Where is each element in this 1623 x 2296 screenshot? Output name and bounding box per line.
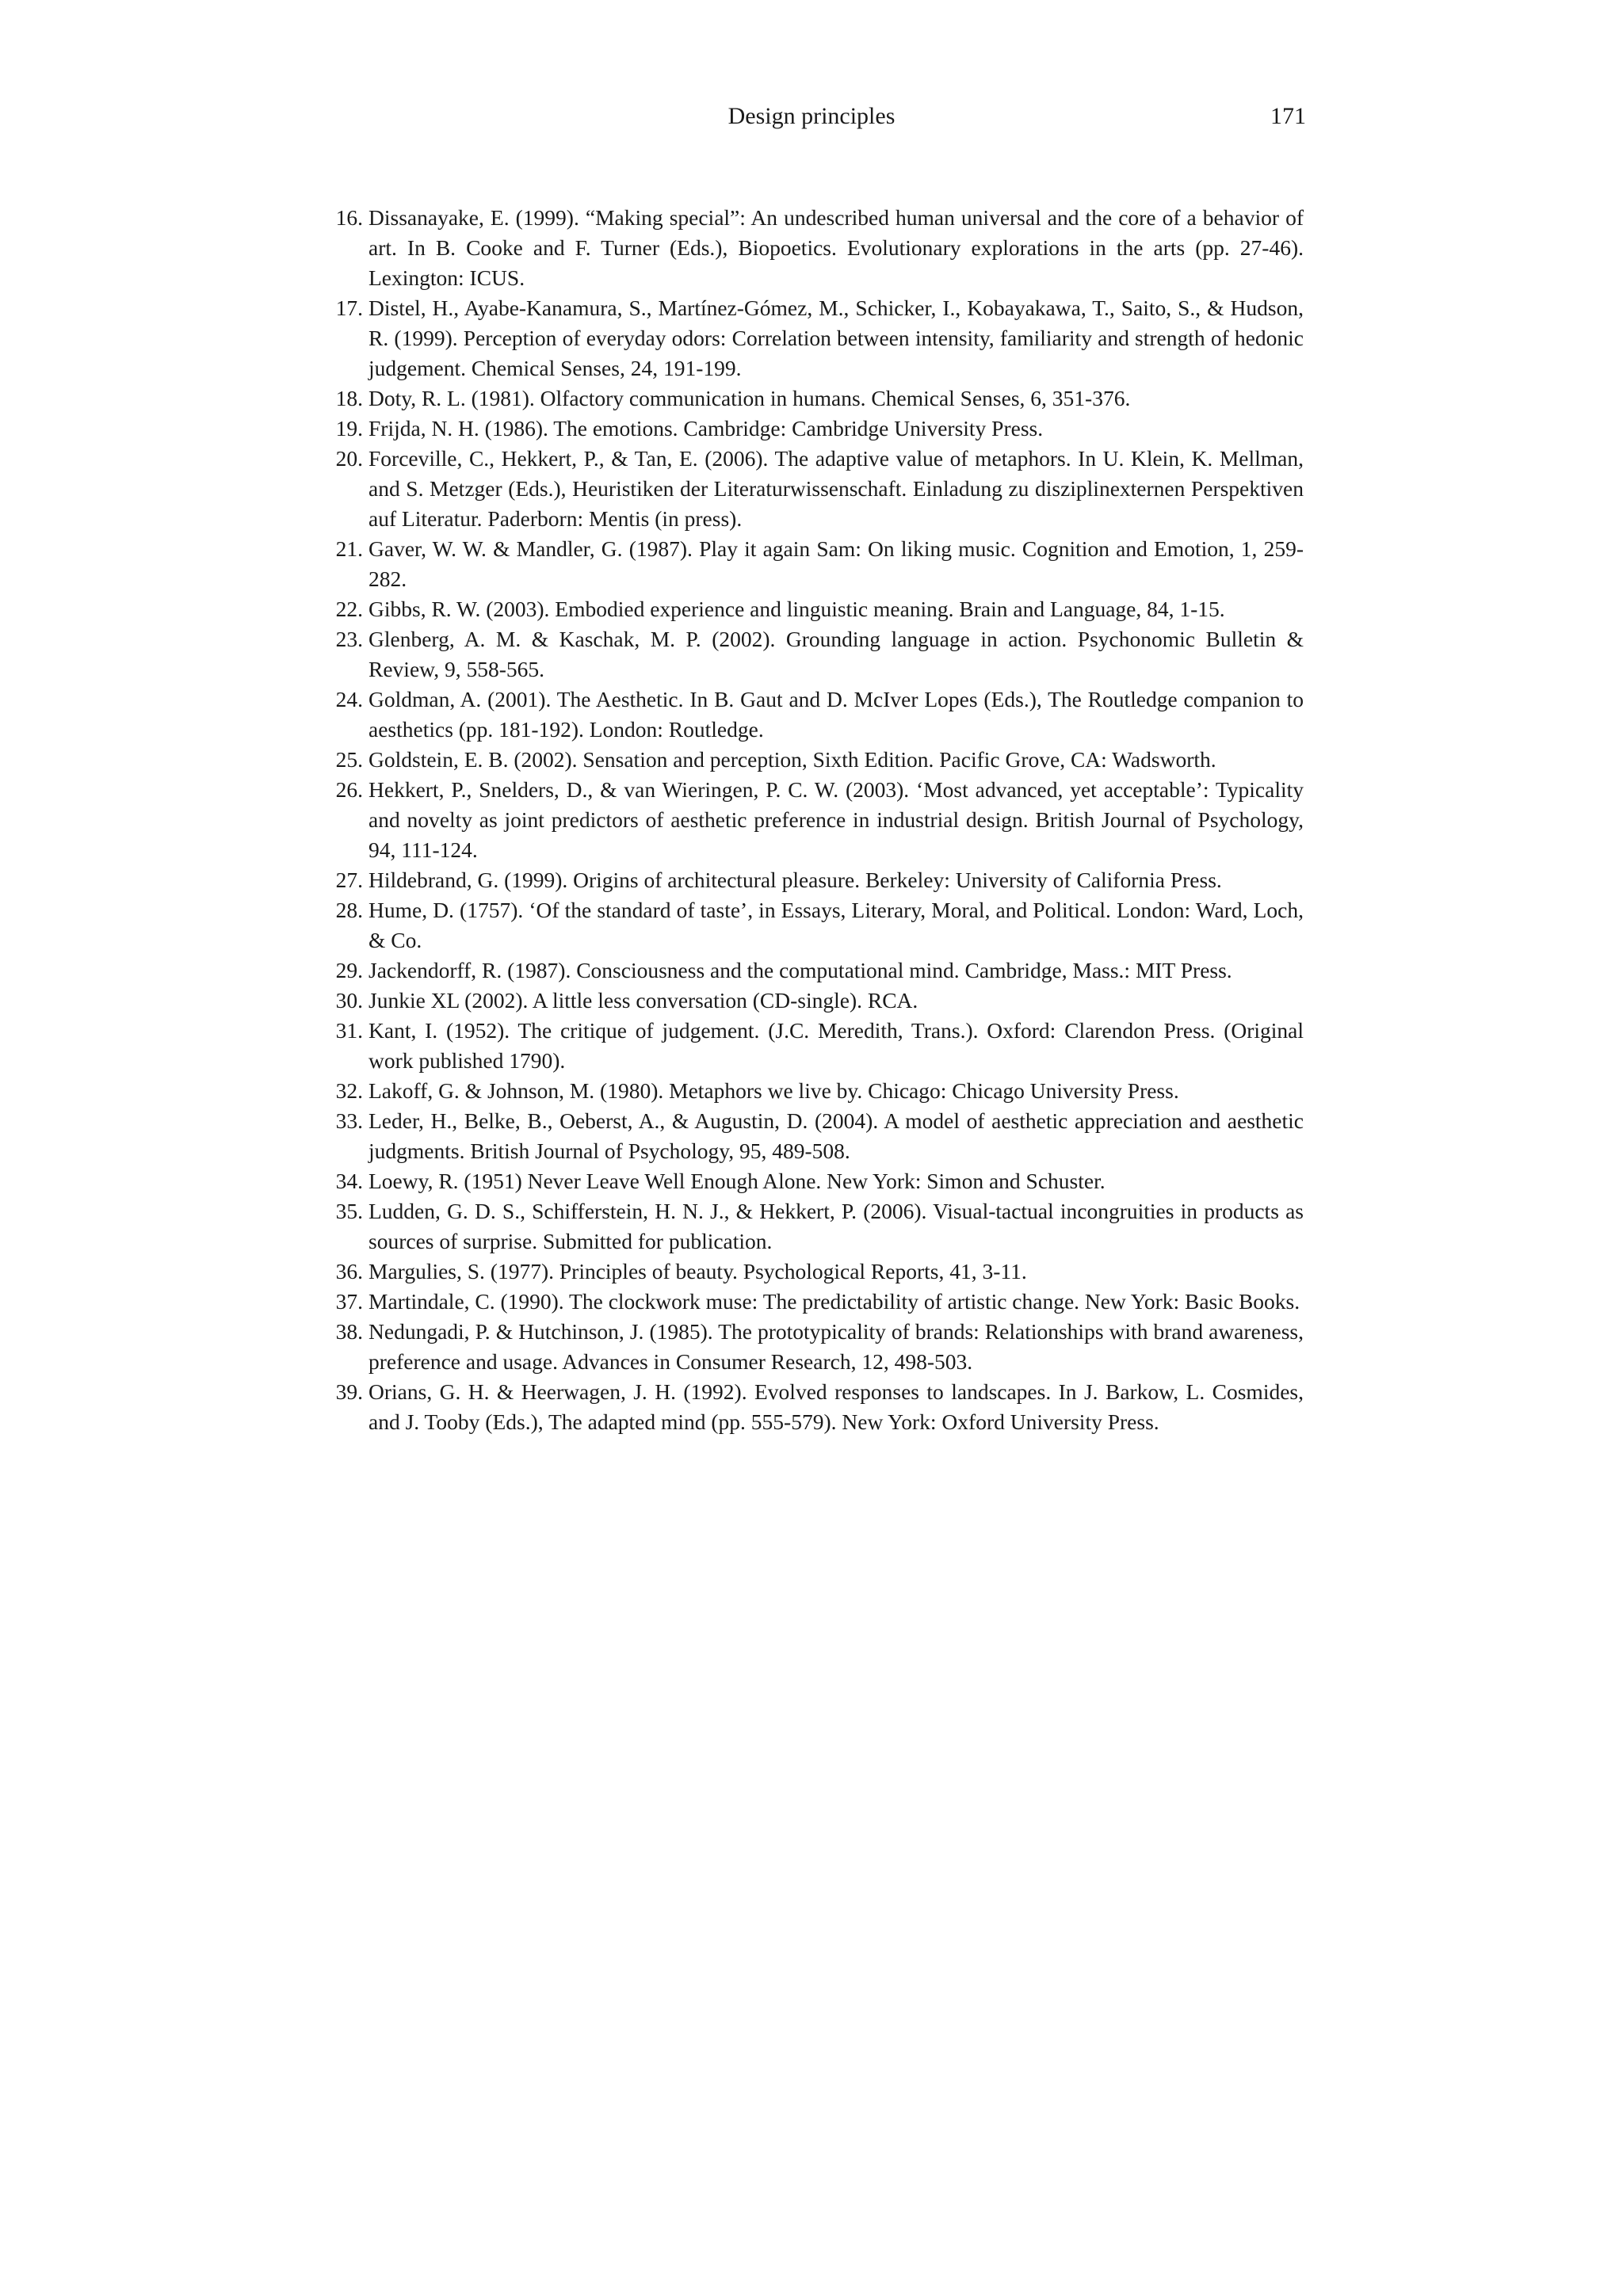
reference-number: 24. bbox=[335, 687, 363, 711]
reference-number: 21. bbox=[335, 536, 363, 561]
reference-text: Nedungadi, P. & Hutchinson, J. (1985). The prototypicality of brands: Relationships with brand awareness, preference and usage. Advances in Consumer Research, 12, 498-503. bbox=[369, 1319, 1304, 1374]
reference-number: 20. bbox=[335, 446, 363, 471]
reference-item bbox=[325, 383, 1304, 414]
reference-text: Leder, H., Belke, B., Oeberst, A., & Augustin, D. (2004). A model of aesthetic appreciation and aesthetic judgments. British Journal of Psychology, 95, 489-508. bbox=[369, 1108, 1304, 1163]
reference-text: Glenberg, A. M. & Kaschak, M. P. (2002). Grounding language in action. Psychonomic Bulletin & Review, 9, 558-565. bbox=[369, 627, 1304, 681]
reference-item bbox=[325, 986, 1304, 1016]
reference-text: Jackendorff, R. (1987). Consciousness and the computational mind. Cambridge, Mass.: MIT Press. bbox=[369, 958, 1232, 982]
reference-number: 33. bbox=[335, 1108, 363, 1133]
reference-item bbox=[325, 203, 1304, 293]
reference-number: 23. bbox=[335, 627, 363, 651]
reference-number: 28. bbox=[335, 898, 363, 922]
reference-item bbox=[325, 895, 1304, 955]
reference-text: Gaver, W. W. & Mandler, G. (1987). Play it again Sam: On liking music. Cognition and Emotion, 1, 259-282. bbox=[369, 536, 1304, 591]
reference-item bbox=[325, 1257, 1304, 1287]
reference-item bbox=[325, 865, 1304, 895]
reference-item bbox=[325, 1016, 1304, 1076]
reference-text: Margulies, S. (1977). Principles of beauty. Psychological Reports, 41, 3-11. bbox=[369, 1259, 1027, 1283]
reference-number: 32. bbox=[335, 1078, 363, 1103]
reference-text: Orians, G. H. & Heerwagen, J. H. (1992). Evolved responses to landscapes. In J. Barkow, L. Cosmides, and J. Tooby (Eds.), The adapted mind (pp. 555-579). New York: Oxford University Press. bbox=[369, 1379, 1304, 1434]
reference-number: 26. bbox=[335, 777, 363, 802]
reference-list bbox=[325, 203, 1304, 1437]
reference-number: 39. bbox=[335, 1379, 363, 1404]
reference-number: 18. bbox=[335, 386, 363, 410]
reference-text: Goldstein, E. B. (2002). Sensation and perception, Sixth Edition. Pacific Grove, CA: Wadsworth. bbox=[369, 747, 1216, 772]
reference-item bbox=[325, 685, 1304, 745]
reference-item bbox=[325, 414, 1304, 444]
reference-number: 16. bbox=[335, 205, 363, 230]
reference-text: Frijda, N. H. (1986). The emotions. Cambridge: Cambridge University Press. bbox=[369, 416, 1044, 441]
reference-item bbox=[325, 534, 1304, 594]
reference-text: Loewy, R. (1951) Never Leave Well Enough Alone. New York: Simon and Schuster. bbox=[369, 1169, 1106, 1193]
reference-item bbox=[325, 745, 1304, 775]
reference-text: Junkie XL (2002). A little less conversation (CD-single). RCA. bbox=[369, 988, 918, 1013]
reference-item bbox=[325, 775, 1304, 865]
reference-text: Dissanayake, E. (1999). “Making special”: An undescribed human universal and the core of a behavior of art. In B. Cooke and F. Turner (Eds.), Biopoetics. Evolutionary explorations in the arts (pp. 27-46). Lexington: ICUS. bbox=[369, 205, 1304, 290]
reference-text: Gibbs, R. W. (2003). Embodied experience and linguistic meaning. Brain and Language, 84, 1-15. bbox=[369, 597, 1225, 621]
reference-text: Forceville, C., Hekkert, P., & Tan, E. (2006). The adaptive value of metaphors. In U. Klein, K. Mellman, and S. Metzger (Eds.), Heuristiken der Literaturwissenschaft. Einladung zu disziplinexternen Perspektiven auf Literatur. Paderborn: Mentis (in press). bbox=[369, 446, 1304, 531]
reference-text: Hume, D. (1757). ‘Of the standard of taste’, in Essays, Literary, Moral, and Political. London: Ward, Loch, & Co. bbox=[369, 898, 1304, 952]
reference-text: Hekkert, P., Snelders, D., & van Wieringen, P. C. W. (2003). ‘Most advanced, yet acceptable’: Typicality and novelty as joint predictors of aesthetic preference in industrial design. British Journal of Psychology, 94, 111-124. bbox=[369, 777, 1304, 862]
reference-number: 29. bbox=[335, 958, 363, 982]
reference-text: Martindale, C. (1990). The clockwork muse: The predictability of artistic change. New York: Basic Books. bbox=[369, 1289, 1300, 1314]
reference-number: 34. bbox=[335, 1169, 363, 1193]
reference-text: Kant, I. (1952). The critique of judgement. (J.C. Meredith, Trans.). Oxford: Clarendon Press. (Original work published 1790). bbox=[369, 1018, 1304, 1073]
running-head bbox=[0, 97, 1623, 136]
reference-text: Distel, H., Ayabe-Kanamura, S., Martínez-Gómez, M., Schicker, I., Kobayakawa, T., Saito, S., & Hudson, R. (1999). Perception of everyday odors: Correlation between intensity, familiarity and strength of hedonic judgement. Chemical Senses, 24, 191-199. bbox=[369, 296, 1304, 380]
running-title: Design principles bbox=[727, 103, 896, 129]
reference-number: 22. bbox=[335, 597, 363, 621]
reference-text: Doty, R. L. (1981). Olfactory communication in humans. Chemical Senses, 6, 351-376. bbox=[369, 386, 1131, 410]
reference-number: 38. bbox=[335, 1319, 363, 1344]
reference-item bbox=[325, 594, 1304, 624]
reference-number: 37. bbox=[335, 1289, 363, 1314]
reference-item bbox=[325, 293, 1304, 383]
reference-number: 35. bbox=[335, 1199, 363, 1223]
reference-item bbox=[325, 1377, 1304, 1437]
reference-item bbox=[325, 1166, 1304, 1196]
reference-text: Lakoff, G. & Johnson, M. (1980). Metaphors we live by. Chicago: Chicago University Press. bbox=[369, 1078, 1179, 1103]
reference-number: 36. bbox=[335, 1259, 363, 1283]
reference-item bbox=[325, 1287, 1304, 1317]
reference-number: 19. bbox=[335, 416, 363, 441]
reference-number: 25. bbox=[335, 747, 363, 772]
reference-item bbox=[325, 444, 1304, 534]
reference-item bbox=[325, 624, 1304, 685]
reference-item bbox=[325, 1106, 1304, 1166]
reference-item bbox=[325, 955, 1304, 986]
reference-text: Hildebrand, G. (1999). Origins of architectural pleasure. Berkeley: University of California Press. bbox=[369, 868, 1222, 892]
reference-number: 27. bbox=[335, 868, 363, 892]
reference-number: 31. bbox=[335, 1018, 363, 1043]
reference-item bbox=[325, 1076, 1304, 1106]
reference-text: Goldman, A. (2001). The Aesthetic. In B. Gaut and D. McIver Lopes (Eds.), The Routledge companion to aesthetics (pp. 181-192). London: Routledge. bbox=[369, 687, 1304, 742]
reference-text: Ludden, G. D. S., Schifferstein, H. N. J., & Hekkert, P. (2006). Visual-tactual incongruities in products as sources of surprise. Submitted for publication. bbox=[369, 1199, 1304, 1253]
reference-number: 17. bbox=[335, 296, 363, 320]
reference-number: 30. bbox=[335, 988, 363, 1013]
page-number: 171 bbox=[1270, 103, 1306, 129]
reference-item bbox=[325, 1317, 1304, 1377]
reference-item bbox=[325, 1196, 1304, 1257]
